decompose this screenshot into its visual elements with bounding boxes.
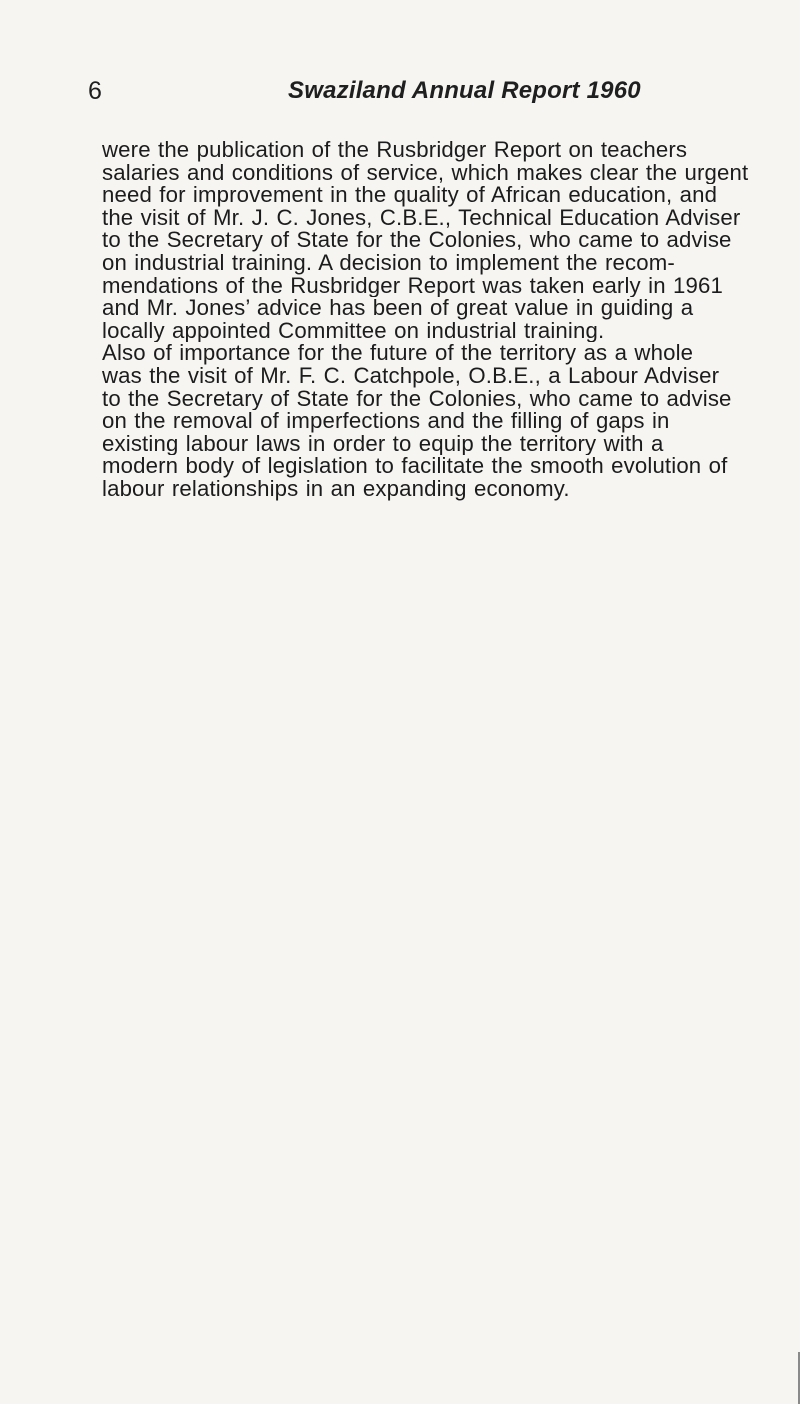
text-line: modern body of legislation to facilitate the smooth evolution of xyxy=(102,455,728,478)
text-line: locally appointed Committee on industrial training. xyxy=(102,319,605,343)
text-line: and Mr. Jones’ advice has been of great value in guiding a xyxy=(102,297,694,320)
text-line: salaries and conditions of service, which makes clear the urgent xyxy=(102,161,749,185)
text-line: was the visit of Mr. F. C. Catchpole, O.B.E., a Labour Adviser xyxy=(102,364,720,388)
text-line: need for improvement in the quality of African education, and xyxy=(102,184,718,207)
text-line: on the removal of imperfections and the filling of gaps in xyxy=(102,410,670,433)
text-line: to the Secretary of State for the Colonies, who came to advise xyxy=(102,229,732,252)
page-number: 6 xyxy=(88,77,102,105)
body-text xyxy=(102,139,800,501)
text-line: Also of importance for the future of the territory as a whole xyxy=(102,342,694,365)
running-title: Swaziland Annual Report 1960 xyxy=(288,77,641,104)
text-line: to the Secretary of State for the Colonies, who came to advise xyxy=(102,387,732,411)
text-line: were the publication of the Rusbridger Report on teachers xyxy=(102,139,688,162)
page-header xyxy=(0,76,800,110)
text-line: labour relationships in an expanding economy. xyxy=(102,477,570,501)
text-line: mendations of the Rusbridger Report was taken early in 1961 xyxy=(102,274,723,298)
text-line: existing labour laws in order to equip the territory with a xyxy=(102,432,664,456)
text-line: on industrial training. A decision to implement the recom- xyxy=(102,251,675,275)
text-line: the visit of Mr. J. C. Jones, C.B.E., Technical Education Adviser xyxy=(102,206,741,230)
